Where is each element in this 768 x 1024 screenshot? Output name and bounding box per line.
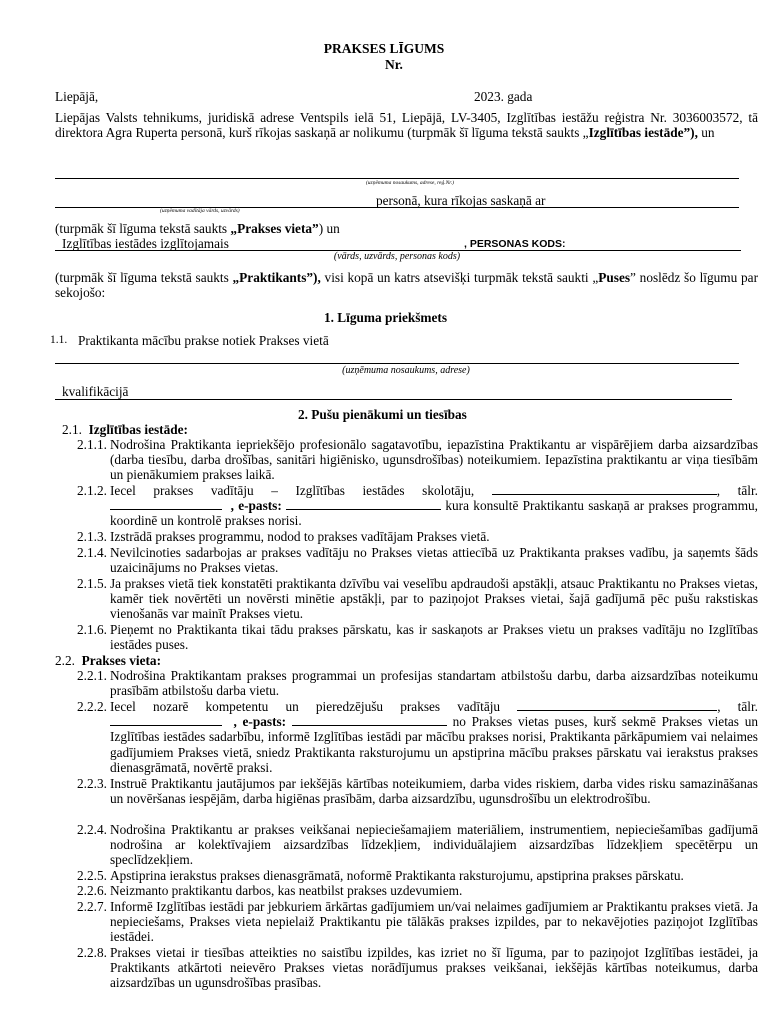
subsection-2-2-heading <box>55 653 161 668</box>
clause-2-1-2-number: 2.1.2. <box>77 483 107 498</box>
subsection-2-1-title: Izglītības iestāde: <box>88 422 188 437</box>
persona-text: personā, kura rīkojas saskaņā ar <box>376 193 546 208</box>
company-supervisor-phone-field[interactable] <box>110 714 222 726</box>
subsection-2-1-heading <box>62 422 188 437</box>
contract-date <box>474 89 532 104</box>
clause-2-2-1-number: 2.2.1. <box>77 668 107 683</box>
qualification-line[interactable] <box>55 399 732 400</box>
clause-2-2-2-number: 2.2.2. <box>77 699 107 714</box>
parties-end: ” noslēdz šo līgumu par sekojošo: <box>55 270 759 301</box>
qualification-label: kvalifikācijā <box>62 384 129 399</box>
company-supervisor-field[interactable] <box>517 699 717 711</box>
clause-1-1-number: 1.1. <box>50 334 68 346</box>
clause-2-2-3-text: Instruē Praktikantu jautājumos par iekšējās kārtības noteikumiem, darba vides riskiem, darba vides risku samazināšanas un novēršanas iespējām, darba higiēnas prasībām, darba aizsardzību, ugunsdrošību un elektrodrošību. <box>110 776 758 807</box>
clause-2-1-2-text-c: kura konsultē Praktikantu saskaņā ar prakses programmu, koordinē un kontrolē prakses norisi. <box>110 498 759 529</box>
clause-2-2-4-number: 2.2.4. <box>77 822 107 837</box>
clause-2-1-2-text: Iecel prakses vadītāju – Izglītības iestādes skolotāju, , tālr. , e-pasts: kura konsultē Praktikantu saskaņā ar prakses programmu, koordinē un kontrolē prakses norisi. <box>110 483 759 529</box>
contract-year-suffix: . gada <box>500 89 533 104</box>
personas-kods-label: , PERSONAS KODS: <box>464 238 566 250</box>
parties-pre: (turpmāk šī līguma tekstā saukts <box>55 270 233 285</box>
clause-2-1-5-text: Ja prakses vietā tiek konstatēti praktikanta dzīvību vai veselību apdraudoši apstākļi, atsauc Praktikantu no Prakses vietas, kamēr tiek novērtēti un novērsti minētie apstākļi, par to paziņojot Prakses vietai, šajā gadījumā pēc pušu rakstiskas vienošanās var mainīt Prakses vietu. <box>110 576 758 622</box>
prakses-vieta-pre: (turpmāk šī līguma tekstā saukts <box>55 221 231 236</box>
parties-term-praktikants: „Praktikants”), <box>232 270 321 285</box>
parties-paragraph <box>55 270 758 300</box>
clause-2-2-2-text-b: , tālr. <box>717 699 758 714</box>
subsection-2-2-number: 2.2. <box>55 653 75 668</box>
clause-2-1-2-text-b: , tālr. <box>716 483 758 498</box>
company-supervisor-email-field[interactable] <box>292 714 447 726</box>
clause-2-1-6-number: 2.1.6. <box>77 622 107 637</box>
representative-caption: (uzņēmuma vadītāja vārds, uzvārds) <box>160 208 240 214</box>
clause-2-2-6-number: 2.2.6. <box>77 883 107 898</box>
internship-company-line[interactable] <box>55 363 739 364</box>
clause-2-2-2-text-c: no Prakses vietas puses, kurš sekmē Prakses vietas un Izglītības iestādes sadarbību, informē Izglītības iestādi par mācību prakses norisi, Praktikanta pārkāpumiem vai nelaimes gadījumiem Prakses vietā, sniedz Praktikanta raksturojumu un apstiprina mācību prakses pārskatu vai ierakstus prakses dienasgrāmatā, novērtē praksi. <box>110 714 758 775</box>
section-2-heading: 2. Pušu pienākumi un tiesības <box>298 407 467 422</box>
document-number-label: Nr. <box>385 57 403 72</box>
parties-mid: visi kopā un katrs atsevišķi turpmāk tekstā saukti „ <box>320 270 599 285</box>
clause-1-1-text: Praktikanta mācību prakse notiek Prakses vietā <box>78 333 329 348</box>
school-supervisor-field[interactable] <box>492 483 717 495</box>
clause-2-2-4-text: Nodrošina Praktikantu ar prakses veikšanai nepieciešamajiem materiāliem, instrumentiem, nepieciešamības gadījumā nodrošina ar kolektīvajiem aizsardzības līdzekļiem, individuālajiem aizsardzības līdzekļiem specētērpu un speclīdzekļiem. <box>110 822 758 868</box>
clause-2-2-3-number: 2.2.3. <box>77 776 107 791</box>
clause-2-1-1-text: Nodrošina Praktikanta iepriekšējo profesionālo sagatavotību, iepazīstina Praktikantu ar vispārējiem darba aizsardzības (darba tiesību, darba drošības, sanitāri higiēnisko, ugunsdrošības) noteikumiem. Iepazīstina praktikantu ar viņa tiesībām un pienākumiem prakses laikā. <box>110 437 758 483</box>
school-supervisor-phone-field[interactable] <box>110 498 222 510</box>
clause-2-2-6-text: Neizmanto praktikantu darbos, kas neatbilst prakses uzdevumiem. <box>110 883 463 898</box>
clause-2-1-1-number: 2.1.1. <box>77 437 107 452</box>
parties-term-puses: Puses <box>598 270 631 285</box>
intro-text: Liepājas Valsts tehnikums, juridiskā adrese Ventspils ielā 51, Liepājā, LV-3405, Izglītības iestāžu reģistra Nr. 3036003572, tā direktora Agra Ruperta personā, kurš rīkojas saskaņā ar nolikumu (turpmāk šī līguma tekstā saukts „ <box>55 110 758 141</box>
clause-2-2-8-number: 2.2.8. <box>77 945 107 960</box>
intro-text-end: un <box>697 125 715 141</box>
clause-2-2-8-text: Prakses vietai ir tiesības atteikties no saistību izpildes, kas izriet no šī līguma, par to paziņojot Izglītības iestādei, ja Praktikants atkārtoti neievēro Prakses vietas norādījumus prakses veikšanai, iekšējās kārtības noteikumus, darba aizsardzības un ugunsdrošības prasības. <box>110 945 758 991</box>
contract-year: 2023 <box>474 89 501 104</box>
document-title: PRAKSES LĪGUMS <box>323 41 445 56</box>
prakses-vieta-term: „Prakses vieta” <box>230 221 319 236</box>
clause-2-1-2-email-label: e-pasts: <box>238 498 282 514</box>
internship-company-caption: (uzņēmuma nosaukums, adrese) <box>342 365 470 376</box>
intro-paragraph <box>55 110 758 140</box>
clause-2-2-5-text: Apstiprina ierakstus prakses dienasgrāmatā, noformē Praktikanta raksturojumu, apstiprina prakses pārskatu. <box>110 868 684 883</box>
clause-2-1-2-text-a: Iecel prakses vadītāju – Izglītības iestādes skolotāju, <box>110 483 492 498</box>
student-label: Izglītības iestādes izglītojamais <box>62 236 229 251</box>
clause-2-1-5-number: 2.1.5. <box>77 576 107 591</box>
clause-2-2-7-text: Informē Izglītības iestādi par jebkuriem ārkārtas gadījumiem un/vai nelaimes gadījumiem ar Praktikantu prakses vietā. Ja nepieciešams, Prakses vieta nepielaiž Praktikantu pie tālākās prakses izpildes, par to nekavējoties paziņojot Izglītības iestādei. <box>110 899 758 945</box>
clause-2-2-2-email-label: e-pasts: <box>242 714 287 730</box>
subsection-2-2-title: Prakses vieta: <box>81 653 162 668</box>
clause-2-2-7-number: 2.2.7. <box>77 899 107 914</box>
clause-2-2-2-text-a: Iecel nozarē kompetentu un pieredzējušu prakses vadītāju <box>110 699 518 714</box>
clause-2-2-5-number: 2.2.5. <box>77 868 107 883</box>
intro-party-school: Izglītības iestāde”), <box>588 125 698 141</box>
clause-2-1-4-text: Nevilcinoties sadarbojas ar prakses vadītāju no Prakses vietas attiecībā uz Praktikanta prakses vadību, ja saņemts šāds uzaicinājums no Prakses vietas. <box>110 545 758 576</box>
representative-line[interactable] <box>55 207 739 208</box>
clause-2-2-2-text: Iecel nozarē kompetentu un pieredzējušu prakses vadītāju , tālr. , e-pasts: no Prakses vietas puses, kurš sekmē Prakses vietas un Izglītības iestādes sadarbību, informē Izglītības iestādi par mācību prakses norisi, Praktikanta pārkāpumiem vai nelaimes gadījumiem Prakses vietā, sniedz Praktikanta raksturojumu un apstiprina mācību prakses pārskatu vai ierakstus prakses dienasgrāmatā, novērtē praksi. <box>110 699 758 775</box>
contract-place: Liepājā, <box>55 89 99 104</box>
section-1-heading: 1. Līguma priekšmets <box>324 310 447 325</box>
student-caption: (vārds, uzvārds, personas kods) <box>333 251 461 262</box>
clause-2-1-3-text: Izstrādā prakses programmu, nodod to prakses vadītājam Prakses vietā. <box>110 529 490 544</box>
prakses-vieta-post: ) un <box>318 221 340 236</box>
clause-2-2-1-text: Nodrošina Praktikantam prakses programmai un profesijas standartam atbilstošu darbu, darba aizsardzības noteikumu prasībām atbilstošu darba vietu. <box>110 668 758 699</box>
school-supervisor-email-field[interactable] <box>286 498 441 510</box>
subsection-2-1-number: 2.1. <box>62 422 82 437</box>
prakses-vieta-definition <box>55 221 340 236</box>
clause-2-1-4-number: 2.1.4. <box>77 545 107 560</box>
company-line[interactable] <box>55 178 739 179</box>
clause-2-1-6-text: Pieņemt no Praktikanta tikai tādu prakses pārskatu, kas ir saskaņots ar Prakses vietu un prakses vadītāju no Izglītības iestādes puses. <box>110 622 758 653</box>
company-caption: (uzņēmuma nosaukums, adrese, reģ.Nr.) <box>365 180 455 186</box>
clause-2-1-3-number: 2.1.3. <box>77 529 107 544</box>
